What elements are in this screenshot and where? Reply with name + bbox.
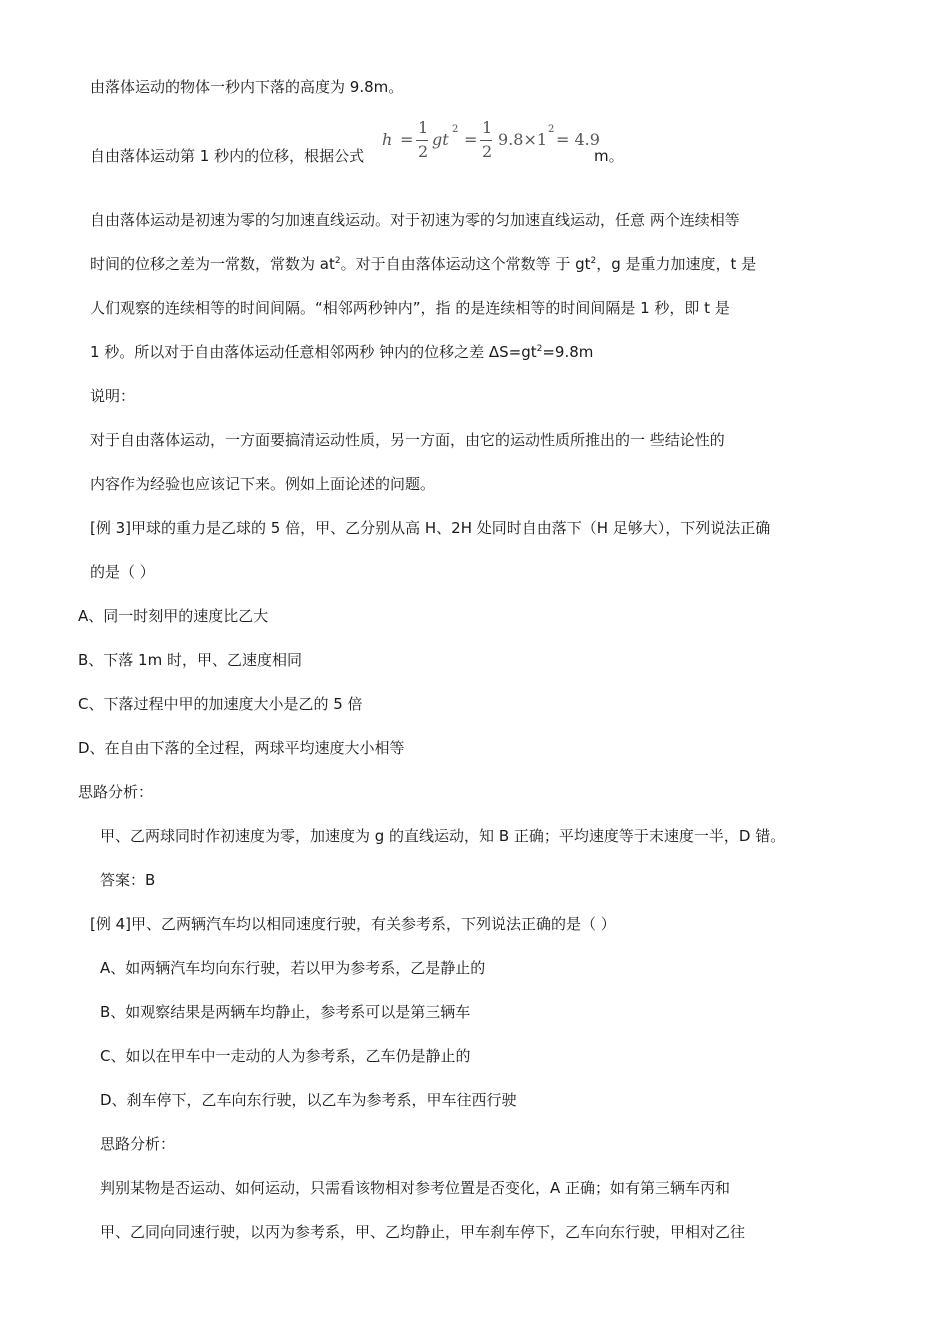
formula-exponent: 2 [548,124,555,135]
text-line: 对于自由落体运动，一方面要搞清运动性质，另一方面，由它的运动性质所推出的一 些结论性的 [90,431,725,449]
formula-gt: gt [432,130,449,149]
text-line: 说明： [90,387,136,405]
text-line: 内容作为经验也应该记下来。例如上面论述的问题。 [90,475,436,493]
option-b: B、下落 1m 时，甲、乙速度相同 [78,651,302,669]
text-segment: 时间的位移之差为一常数，常数为 at [90,255,335,273]
example-heading: [例 3]甲球的重力是乙球的 5 倍，甲、乙分别从高 H、2H 处同时自由落下（H 足够大），下列说法正确 [90,519,771,537]
text-line: 由落体运动的物体一秒内下落的高度为 9.8m。 [90,78,404,96]
text-line: 甲、乙两球同时作初速度为零，加速度为 g 的直线运动，知 B 正确；平均速度等于末速度一半，D 错。 [100,827,786,845]
superscript: 2 [334,256,341,266]
formula-h: h [382,130,393,149]
formula-denominator: 2 [482,142,493,161]
text-line: 人们观察的连续相等的时间间隔。“相邻两秒钟内”，指 的是连续相等的时间间隔是 1 秒，即 t 是 [90,299,730,317]
option-b: B、如观察结果是两辆车均静止，参考系可以是第三辆车 [100,1003,471,1021]
text-line: 判别某物是否运动、如何运动，只需看该物相对参考位置是否变化，A 正确；如有第三辆车丙和 [100,1179,731,1197]
text-line: m。 [594,147,624,165]
text-segment: 。对于自由落体运动这个常数等 于 gt [340,255,591,273]
text-segment: ，g 是重力加速度，t 是 [596,255,757,273]
option-d: D、刹车停下，乙车向东行驶，以乙车为参考系，甲车往西行驶 [100,1091,517,1109]
formula-numerator: 1 [482,118,493,137]
text-line: 自由落体运动是初速为零的匀加速直线运动。对于初速为零的匀加速直线运动，任意 两个连续相等 [90,211,740,229]
option-d: D、在自由下落的全过程，两球平均速度大小相等 [78,739,405,757]
superscript: 2 [536,344,543,354]
superscript: 2 [590,256,597,266]
formula-numerator: 1 [418,118,429,137]
text-line [90,254,756,274]
option-a: A、同一时刻甲的速度比乙大 [78,607,269,625]
text-segment: 1 秒。所以对于自由落体运动任意相邻两秒 钟内的位移之差 ΔS=gt [90,343,537,361]
option-a: A、如两辆汽车均向东行驶，若以甲为参考系，乙是静止的 [100,959,486,977]
fraction-bar [480,140,492,141]
option-c: C、如以在甲车中一走动的人为参考系，乙车仍是静止的 [100,1047,471,1065]
analysis-heading: 思路分析： [78,783,154,801]
text-line: 自由落体运动第 1 秒内的位移，根据公式 [90,147,365,165]
example-heading: [例 4]甲、乙两辆汽车均以相同速度行驶，有关参考系，下列说法正确的是（ ） [90,915,616,933]
fraction-bar [416,140,428,141]
text-line: 甲、乙同向同速行驶，以丙为参考系，甲、乙均静止，甲车刹车停下，乙车向东行驶，甲相对乙往 [100,1223,746,1241]
analysis-heading: 思路分析： [100,1135,176,1153]
option-c: C、下落过程中甲的加速度大小是乙的 5 倍 [78,695,363,713]
formula-result: = 4.9 [556,130,600,149]
formula-equals: = [464,130,478,149]
answer-line: 答案：B [100,871,156,889]
formula-exponent: 2 [452,124,459,135]
formula-product: 9.8×1 [498,130,548,149]
formula-denominator: 2 [418,142,429,161]
text-line [90,342,593,362]
formula-image [380,118,600,166]
text-segment: =9.8m [542,343,594,361]
text-line: 的是（ ） [90,563,155,581]
formula-equals: = [400,130,414,149]
